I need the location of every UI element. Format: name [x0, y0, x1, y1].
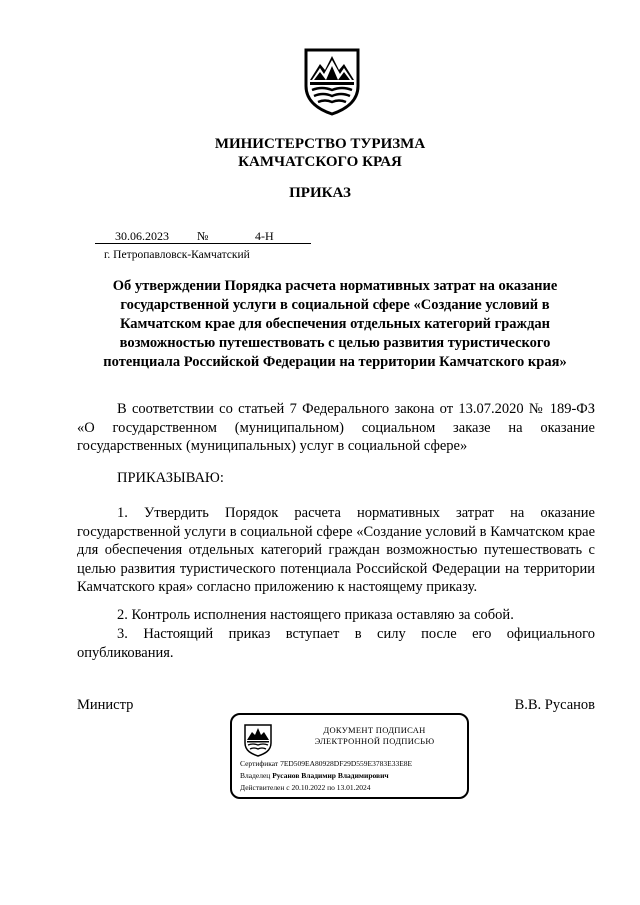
order-date-number-line [95, 229, 311, 244]
order-city: г. Петропавловск-Камчатский [104, 249, 250, 261]
ministry-name [0, 135, 640, 171]
order-date: 30.06.2023 [115, 229, 169, 243]
order-subject: Об утверждении Порядка расчета нормативных затрат на оказание государственной услуги в социальной сфере «Создание условий в Камчатском крае для обеспечения отдельных категорий граждан возможностью путешествовать с целью развития туристического потенциала Российской Федерации на территории Камчатского края» [103, 278, 567, 370]
document-type: ПРИКАЗ [289, 185, 351, 201]
stamp-validity [240, 783, 371, 792]
signatory-title: Министр [77, 697, 134, 713]
prikazyvayu-heading: ПРИКАЗЫВАЮ: [117, 470, 224, 486]
stamp-heading [287, 725, 462, 747]
stamp-valid-from: 20.10.2022 [291, 783, 326, 792]
order-number: 4-Н [255, 229, 274, 243]
stamp-owner-label: Владелец [240, 771, 271, 780]
order-number-sign: № [197, 229, 209, 243]
order-item-3: 3. Настоящий приказ вступает в силу после его официального опубликования. [77, 626, 595, 661]
order-item-2: 2. Контроль исполнения настоящего приказа оставляю за собой. [117, 607, 514, 623]
stamp-certificate-value: 7ED509EA80928DF29D559E3783E33E8E [280, 759, 413, 768]
stamp-valid-label: Действителен с [240, 783, 290, 792]
kamchatka-emblem-icon [300, 46, 364, 116]
stamp-valid-to: 13.01.2024 [336, 783, 371, 792]
stamp-certificate [240, 759, 412, 768]
stamp-heading-line-2: ЭЛЕКТРОННОЙ ПОДПИСЬЮ [314, 736, 435, 746]
stamp-certificate-label: Сертификат [240, 759, 279, 768]
stamp-owner [240, 771, 389, 780]
order-item-1: 1. Утвердить Порядок расчета нормативных затрат на оказание государственной услуги в социальной сфере «Создание условий в Камчатском крае для обеспечения отдельных категорий граждан возможностью путешествовать с целью развития туристического потенциала Российской Федерации на территории Камчатского края» согласно приложению к настоящему приказу. [77, 505, 595, 595]
signatory-name: В.В. Русанов [514, 697, 595, 713]
ministry-line-2: КАМЧАТСКОГО КРАЯ [238, 154, 402, 170]
ministry-line-1: МИНИСТЕРСТВО ТУРИЗМА [214, 136, 426, 152]
legal-basis-paragraph: В соответствии со статьей 7 Федерального закона от 13.07.2020 № 189-ФЗ «О государственном (муниципальном) социальном заказе на оказание государственных (муниципальных) услуг в социальной сфере» [77, 401, 595, 454]
stamp-emblem-icon [242, 723, 274, 757]
stamp-valid-to-label: по [327, 783, 335, 792]
electronic-signature-stamp [230, 713, 469, 799]
stamp-owner-value: Русанов Владимир Владимирович [272, 771, 389, 780]
stamp-heading-line-1: ДОКУМЕНТ ПОДПИСАН [323, 725, 426, 735]
